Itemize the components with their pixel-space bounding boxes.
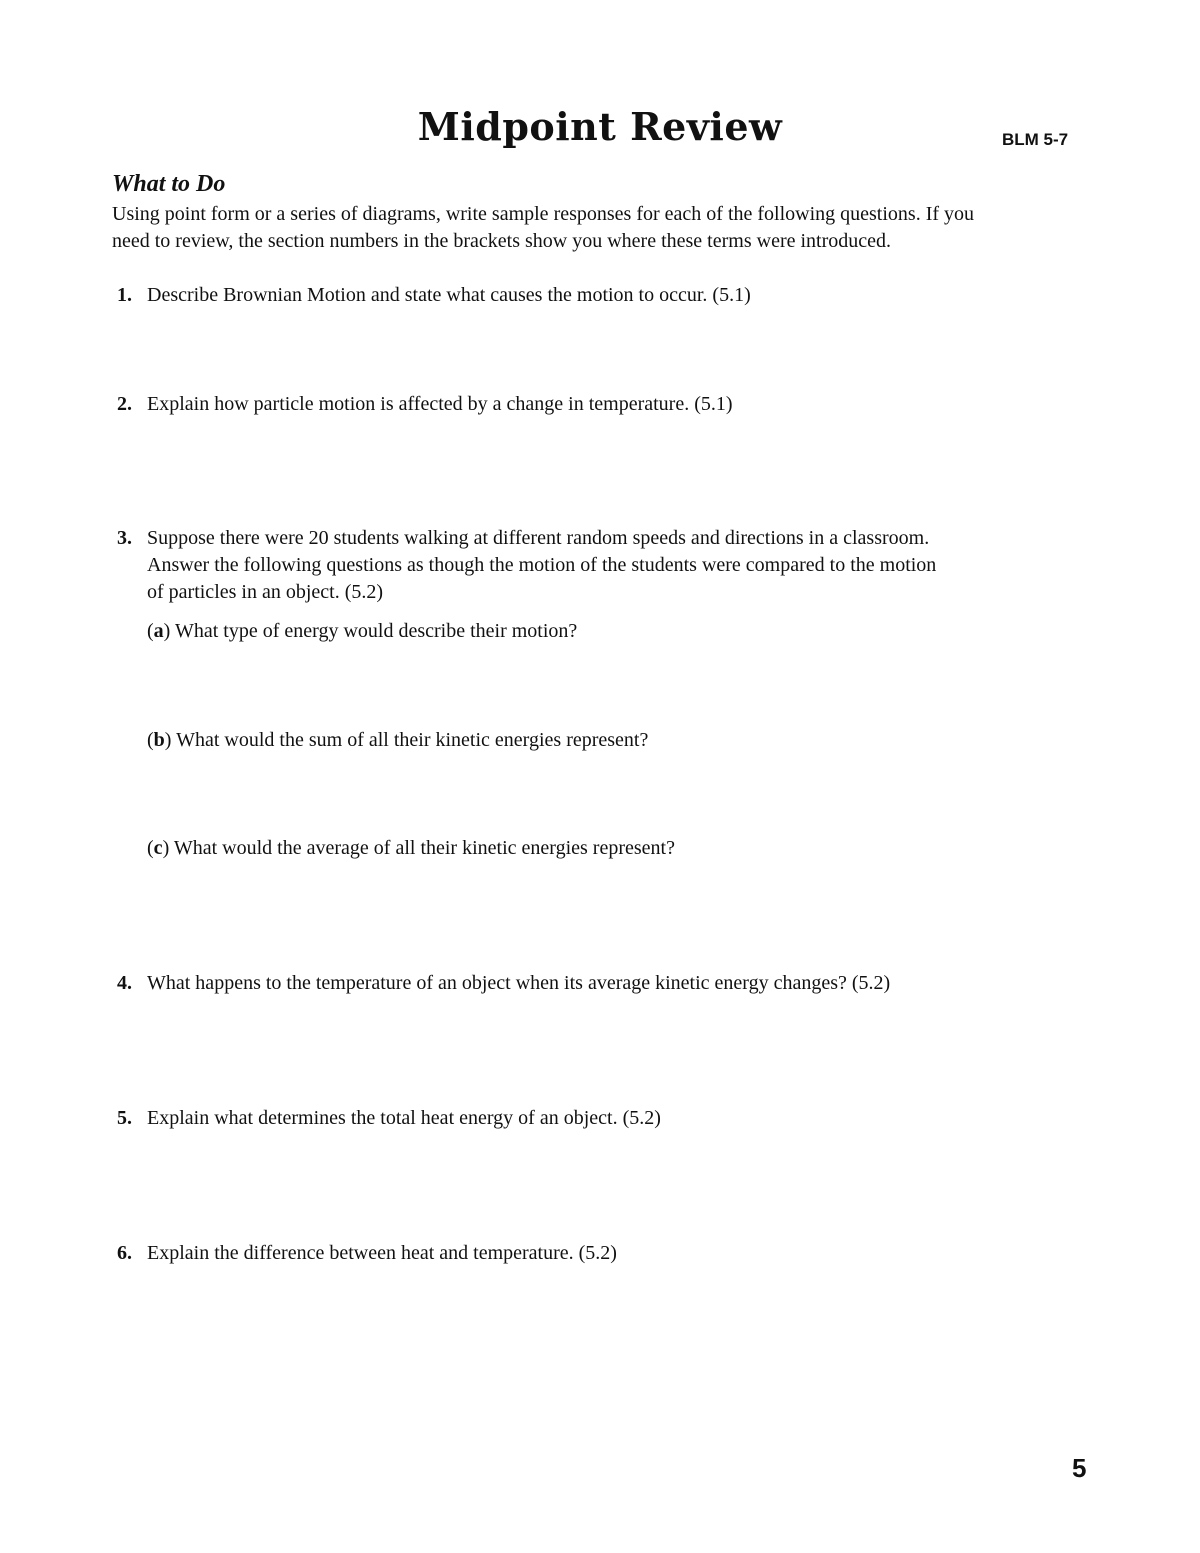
question-number: 3. bbox=[117, 527, 132, 549]
question-text bbox=[147, 282, 1107, 309]
question-line: Explain how particle motion is affected by a change in temperature. (5.1) bbox=[147, 393, 733, 415]
instructions-line: need to review, the section numbers in the brackets show you where these terms were introduced. bbox=[112, 230, 892, 252]
question-line: What happens to the temperature of an object when its average kinetic energy changes? (5.2) bbox=[147, 972, 891, 994]
question-3a: (a) What type of energy would describe their motion? bbox=[147, 620, 578, 642]
question-number: 4. bbox=[117, 972, 132, 994]
sub-question-text: What would the sum of all their kinetic energies represent? bbox=[176, 729, 649, 751]
question-number: 5. bbox=[117, 1107, 132, 1129]
question-number: 6. bbox=[117, 1242, 132, 1264]
question-1 bbox=[112, 282, 1107, 309]
question-text bbox=[147, 970, 1107, 997]
instructions bbox=[112, 201, 1152, 255]
question-number: 1. bbox=[117, 284, 132, 306]
question-6 bbox=[112, 1240, 1107, 1267]
page-number: 5 bbox=[1072, 1453, 1087, 1483]
section-heading: What to Do bbox=[112, 171, 226, 197]
sub-question-letter: c bbox=[153, 837, 163, 859]
question-text bbox=[147, 1105, 1107, 1132]
question-text bbox=[147, 391, 1107, 418]
question-line: Suppose there were 20 students walking at different random speeds and directions in a classroom. bbox=[147, 527, 930, 549]
question-line: Describe Brownian Motion and state what causes the motion to occur. (5.1) bbox=[147, 284, 751, 306]
question-line: Answer the following questions as though the motion of the students were compared to the motion bbox=[147, 554, 937, 576]
question-number: 2. bbox=[117, 393, 132, 415]
question-text bbox=[147, 525, 1107, 606]
sub-question-letter: b bbox=[153, 729, 165, 751]
sub-question-letter: a bbox=[153, 620, 164, 642]
question-line: Explain what determines the total heat energy of an object. (5.2) bbox=[147, 1107, 661, 1129]
question-3 bbox=[112, 525, 1107, 606]
question-5 bbox=[112, 1105, 1107, 1132]
question-text bbox=[147, 1240, 1107, 1267]
question-line: Explain the difference between heat and temperature. (5.2) bbox=[147, 1242, 617, 1264]
page-title: Midpoint Review bbox=[417, 104, 783, 149]
blm-code: BLM 5-7 bbox=[1002, 130, 1069, 149]
question-3b: (b) What would the sum of all their kinetic energies represent? bbox=[147, 729, 649, 751]
question-line: of particles in an object. (5.2) bbox=[147, 581, 384, 603]
question-4 bbox=[112, 970, 1107, 997]
question-3c: (c) What would the average of all their kinetic energies represent? bbox=[147, 837, 675, 859]
sub-question-text: What type of energy would describe their motion? bbox=[174, 620, 578, 642]
question-2 bbox=[112, 391, 1107, 418]
instructions-line: Using point form or a series of diagrams, write sample responses for each of the following questions. If you bbox=[112, 203, 975, 225]
sub-question-text: What would the average of all their kinetic energies represent? bbox=[173, 837, 675, 859]
